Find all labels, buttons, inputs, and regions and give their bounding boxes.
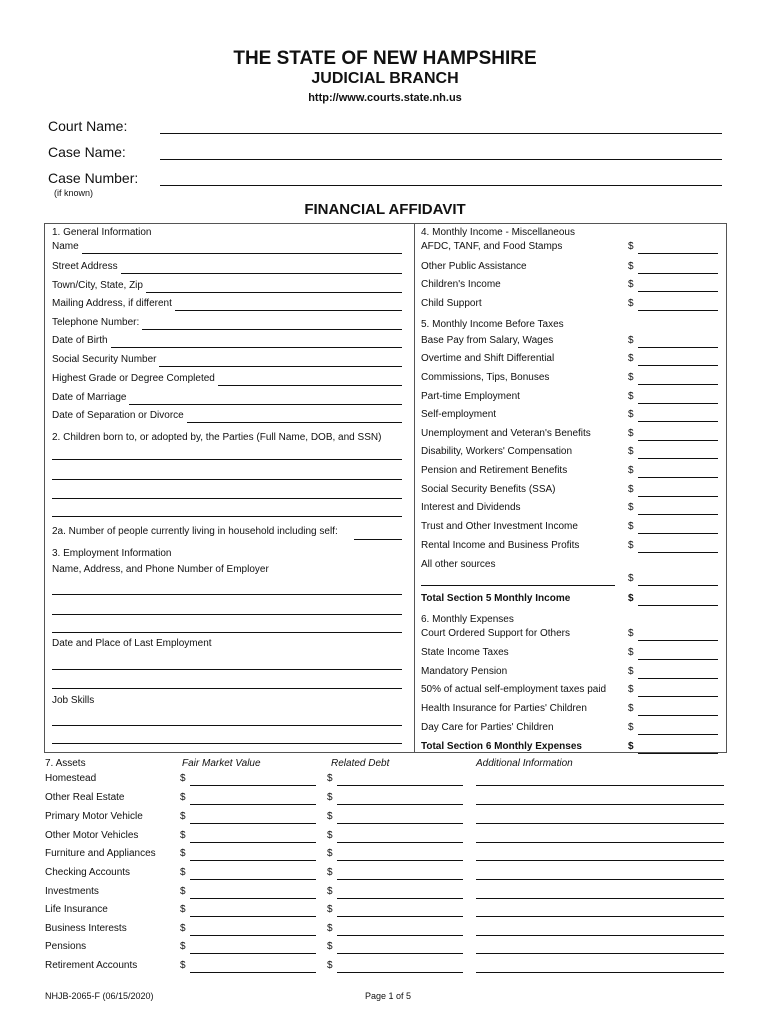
dollar-sign: $ xyxy=(628,741,634,752)
case-number-field[interactable] xyxy=(160,185,722,186)
amount-field[interactable] xyxy=(638,734,718,735)
related-debt-field[interactable] xyxy=(337,823,463,824)
income-label: Base Pay from Salary, Wages xyxy=(421,335,554,346)
amount-field[interactable] xyxy=(638,291,718,292)
income-label: Trust and Other Investment Income xyxy=(421,521,578,532)
general-info-label: Telephone Number: xyxy=(52,317,140,328)
misc-income-label: Child Support xyxy=(421,298,482,309)
dollar-sign: $ xyxy=(628,241,634,252)
dollar-sign: $ xyxy=(628,428,634,439)
dollar-sign: $ xyxy=(327,941,333,952)
asset-label: Primary Motor Vehicle xyxy=(45,811,143,822)
expense-label: Mandatory Pension xyxy=(421,666,508,677)
expense-label: State Income Taxes xyxy=(421,647,509,658)
dollar-sign: $ xyxy=(628,666,634,677)
fair-market-value-field[interactable] xyxy=(190,842,316,843)
form-subtitle-branch: JUDICIAL BRANCH xyxy=(311,70,459,87)
dollar-sign: $ xyxy=(628,722,634,733)
dollar-sign: $ xyxy=(628,409,634,420)
additional-info-field[interactable] xyxy=(476,953,724,954)
amount-field[interactable] xyxy=(638,659,718,660)
last-employment-field[interactable] xyxy=(52,688,402,689)
form-id: NHJB-2065-F (06/15/2020) xyxy=(45,991,154,1001)
general-info-label: Name xyxy=(52,241,79,252)
amount-field[interactable] xyxy=(638,273,718,274)
related-debt-field[interactable] xyxy=(337,972,463,973)
dollar-sign: $ xyxy=(628,502,634,513)
asset-label: Investments xyxy=(45,886,99,897)
income-label: Overtime and Shift Differential xyxy=(421,353,555,364)
related-debt-field[interactable] xyxy=(337,804,463,805)
total-expenses-label: Total Section 6 Monthly Expenses xyxy=(421,741,582,752)
expense-label: 50% of actual self-employment taxes paid xyxy=(421,684,607,695)
children-field[interactable] xyxy=(52,459,402,460)
dollar-sign: $ xyxy=(628,465,634,476)
children-field[interactable] xyxy=(52,479,402,480)
additional-info-field[interactable] xyxy=(476,860,724,861)
income-label: Commissions, Tips, Bonuses xyxy=(421,372,550,383)
column-divider xyxy=(414,224,415,752)
fair-market-value-field[interactable] xyxy=(190,804,316,805)
case-name-label: Case Name: xyxy=(48,144,126,160)
dollar-sign: $ xyxy=(628,261,634,272)
amount-field[interactable] xyxy=(638,605,718,606)
asset-label: Furniture and Appliances xyxy=(45,848,156,859)
fair-market-value-field[interactable] xyxy=(190,916,316,917)
expense-label: Court Ordered Support for Others xyxy=(421,628,570,639)
other-sources-field[interactable] xyxy=(421,585,615,586)
dollar-sign: $ xyxy=(628,372,634,383)
dollar-sign: $ xyxy=(628,628,634,639)
if-known-note: (if known) xyxy=(54,188,94,198)
amount-field[interactable] xyxy=(638,253,718,254)
job-skills-label: Job Skills xyxy=(52,695,95,706)
dollar-sign: $ xyxy=(628,279,634,290)
household-count-label: 2a. Number of people currently living in household including self: xyxy=(52,526,338,537)
dollar-sign: $ xyxy=(180,941,186,952)
dollar-sign: $ xyxy=(180,904,186,915)
dollar-sign: $ xyxy=(327,811,333,822)
dollar-sign: $ xyxy=(327,886,333,897)
job-skills-field[interactable] xyxy=(52,725,402,726)
additional-info-field[interactable] xyxy=(476,785,724,786)
section1-heading: 1. General Information xyxy=(52,227,152,238)
dollar-sign: $ xyxy=(327,848,333,859)
children-field[interactable] xyxy=(52,498,402,499)
dollar-sign: $ xyxy=(327,830,333,841)
asset-label: Business Interests xyxy=(45,923,127,934)
dollar-sign: $ xyxy=(628,647,634,658)
fair-market-value-field[interactable] xyxy=(190,879,316,880)
dollar-sign: $ xyxy=(180,830,186,841)
dollar-sign: $ xyxy=(628,484,634,495)
general-info-label: Town/City, State, Zip xyxy=(52,280,143,291)
general-info-label: Date of Separation or Divorce xyxy=(52,410,184,421)
court-url: http://www.courts.state.nh.us xyxy=(308,92,462,104)
dollar-sign: $ xyxy=(327,773,333,784)
case-name-field[interactable] xyxy=(160,159,722,160)
fair-market-value-field[interactable] xyxy=(190,953,316,954)
amount-field[interactable] xyxy=(638,347,718,348)
amount-field[interactable] xyxy=(638,440,718,441)
general-info-field[interactable] xyxy=(187,422,402,423)
expense-label: Health Insurance for Parties' Children xyxy=(421,703,587,714)
amount-field[interactable] xyxy=(638,585,718,586)
general-info-field[interactable] xyxy=(159,366,402,367)
income-label: Part-time Employment xyxy=(421,391,520,402)
additional-info-field[interactable] xyxy=(476,804,724,805)
section6-heading: 6. Monthly Expenses xyxy=(421,614,514,625)
asset-label: Retirement Accounts xyxy=(45,960,138,971)
amount-field[interactable] xyxy=(638,696,718,697)
related-debt-field[interactable] xyxy=(337,916,463,917)
dollar-sign: $ xyxy=(628,298,634,309)
children-field[interactable] xyxy=(52,516,402,517)
dollar-sign: $ xyxy=(628,391,634,402)
amount-field[interactable] xyxy=(638,514,718,515)
amount-field[interactable] xyxy=(638,384,718,385)
amount-field[interactable] xyxy=(638,715,718,716)
additional-info-field[interactable] xyxy=(476,916,724,917)
dollar-sign: $ xyxy=(327,867,333,878)
fair-market-value-field[interactable] xyxy=(190,972,316,973)
general-info-label: Date of Marriage xyxy=(52,392,127,403)
general-info-field[interactable] xyxy=(111,347,402,348)
dollar-sign: $ xyxy=(180,960,186,971)
dollar-sign: $ xyxy=(628,684,634,695)
amount-field[interactable] xyxy=(638,310,718,311)
court-name-field[interactable] xyxy=(160,133,722,134)
asset-label: Checking Accounts xyxy=(45,867,131,878)
misc-income-label: Children's Income xyxy=(421,279,501,290)
additional-info-field[interactable] xyxy=(476,898,724,899)
general-info-label: Date of Birth xyxy=(52,335,108,346)
income-label: Pension and Retirement Benefits xyxy=(421,465,568,476)
general-info-field[interactable] xyxy=(82,253,402,254)
related-debt-field[interactable] xyxy=(337,860,463,861)
general-info-field[interactable] xyxy=(121,273,402,274)
general-info-field[interactable] xyxy=(175,310,402,311)
dollar-sign: $ xyxy=(628,521,634,532)
amount-field[interactable] xyxy=(638,640,718,641)
dollar-sign: $ xyxy=(180,923,186,934)
income-label: Self-employment xyxy=(421,409,497,420)
additional-info-field[interactable] xyxy=(476,935,724,936)
additional-info-field[interactable] xyxy=(476,972,724,973)
job-skills-field[interactable] xyxy=(52,743,402,744)
dollar-sign: $ xyxy=(628,573,634,584)
fair-market-value-header: Fair Market Value xyxy=(182,758,261,769)
dollar-sign: $ xyxy=(327,904,333,915)
dollar-sign: $ xyxy=(628,446,634,457)
employer-field[interactable] xyxy=(52,614,402,615)
section2-heading: 2. Children born to, or adopted by, the Parties (Full Name, DOB, and SSN) xyxy=(52,432,382,443)
related-debt-field[interactable] xyxy=(337,879,463,880)
general-info-label: Highest Grade or Degree Completed xyxy=(52,373,215,384)
asset-label: Homestead xyxy=(45,773,97,784)
general-info-field[interactable] xyxy=(146,292,402,293)
dollar-sign: $ xyxy=(180,773,186,784)
total-income-label: Total Section 5 Monthly Income xyxy=(421,593,571,604)
dollar-sign: $ xyxy=(327,792,333,803)
amount-field[interactable] xyxy=(638,552,718,553)
section7-heading: 7. Assets xyxy=(45,758,86,769)
amount-field[interactable] xyxy=(638,403,718,404)
other-sources-label: All other sources xyxy=(421,559,496,570)
amount-field[interactable] xyxy=(638,533,718,534)
fair-market-value-field[interactable] xyxy=(190,860,316,861)
dollar-sign: $ xyxy=(628,703,634,714)
dollar-sign: $ xyxy=(327,923,333,934)
income-label: Interest and Dividends xyxy=(421,502,521,513)
employer-field[interactable] xyxy=(52,632,402,633)
income-label: Disability, Workers' Compensation xyxy=(421,446,573,457)
dollar-sign: $ xyxy=(628,335,634,346)
asset-label: Other Real Estate xyxy=(45,792,125,803)
related-debt-field[interactable] xyxy=(337,953,463,954)
amount-field[interactable] xyxy=(638,421,718,422)
additional-info-header: Additional Information xyxy=(476,758,573,769)
related-debt-field[interactable] xyxy=(337,842,463,843)
general-info-field[interactable] xyxy=(129,404,402,405)
dollar-sign: $ xyxy=(180,867,186,878)
employer-field[interactable] xyxy=(52,594,402,595)
asset-label: Pensions xyxy=(45,941,87,952)
fair-market-value-field[interactable] xyxy=(190,935,316,936)
additional-info-field[interactable] xyxy=(476,842,724,843)
dollar-sign: $ xyxy=(628,593,634,604)
page-number: Page 1 of 5 xyxy=(365,991,412,1001)
amount-field[interactable] xyxy=(638,496,718,497)
court-name-label: Court Name: xyxy=(48,118,128,134)
case-number-label: Case Number: xyxy=(48,170,139,186)
income-label: Rental Income and Business Profits xyxy=(421,540,580,551)
dollar-sign: $ xyxy=(628,540,634,551)
last-employment-label: Date and Place of Last Employment xyxy=(52,638,212,649)
related-debt-field[interactable] xyxy=(337,898,463,899)
additional-info-field[interactable] xyxy=(476,823,724,824)
general-info-label: Social Security Number xyxy=(52,354,157,365)
section3-heading: 3. Employment Information xyxy=(52,548,172,559)
asset-label: Other Motor Vehicles xyxy=(45,830,139,841)
section5-heading: 5. Monthly Income Before Taxes xyxy=(421,319,564,330)
section4-heading: 4. Monthly Income - Miscellaneous xyxy=(421,227,575,238)
fair-market-value-field[interactable] xyxy=(190,785,316,786)
dollar-sign: $ xyxy=(180,848,186,859)
dollar-sign: $ xyxy=(180,811,186,822)
employer-info-label: Name, Address, and Phone Number of Employer xyxy=(52,564,269,575)
amount-field[interactable] xyxy=(638,365,718,366)
misc-income-label: Other Public Assistance xyxy=(421,261,527,272)
related-debt-field[interactable] xyxy=(337,785,463,786)
expense-label: Day Care for Parties' Children xyxy=(421,722,554,733)
general-info-field[interactable] xyxy=(142,329,402,330)
misc-income-label: AFDC, TANF, and Food Stamps xyxy=(421,241,563,252)
dollar-sign: $ xyxy=(180,886,186,897)
fair-market-value-field[interactable] xyxy=(190,823,316,824)
dollar-sign: $ xyxy=(327,960,333,971)
general-info-label: Street Address xyxy=(52,261,118,272)
household-count-field[interactable] xyxy=(354,539,402,540)
last-employment-field[interactable] xyxy=(52,669,402,670)
additional-info-field[interactable] xyxy=(476,879,724,880)
income-label: Unemployment and Veteran's Benefits xyxy=(421,428,591,439)
related-debt-field[interactable] xyxy=(337,935,463,936)
dollar-sign: $ xyxy=(180,792,186,803)
asset-label: Life Insurance xyxy=(45,904,108,915)
income-label: Social Security Benefits (SSA) xyxy=(421,484,556,495)
financial-affidavit-title: FINANCIAL AFFIDAVIT xyxy=(304,201,466,218)
dollar-sign: $ xyxy=(628,353,634,364)
amount-field[interactable] xyxy=(638,678,718,679)
general-info-label: Mailing Address, if different xyxy=(52,298,172,309)
amount-field[interactable] xyxy=(638,458,718,459)
amount-field[interactable] xyxy=(638,753,718,754)
fair-market-value-field[interactable] xyxy=(190,898,316,899)
amount-field[interactable] xyxy=(638,477,718,478)
form-title-state: THE STATE OF NEW HAMPSHIRE xyxy=(233,48,537,69)
general-info-field[interactable] xyxy=(218,385,402,386)
related-debt-header: Related Debt xyxy=(331,758,390,769)
